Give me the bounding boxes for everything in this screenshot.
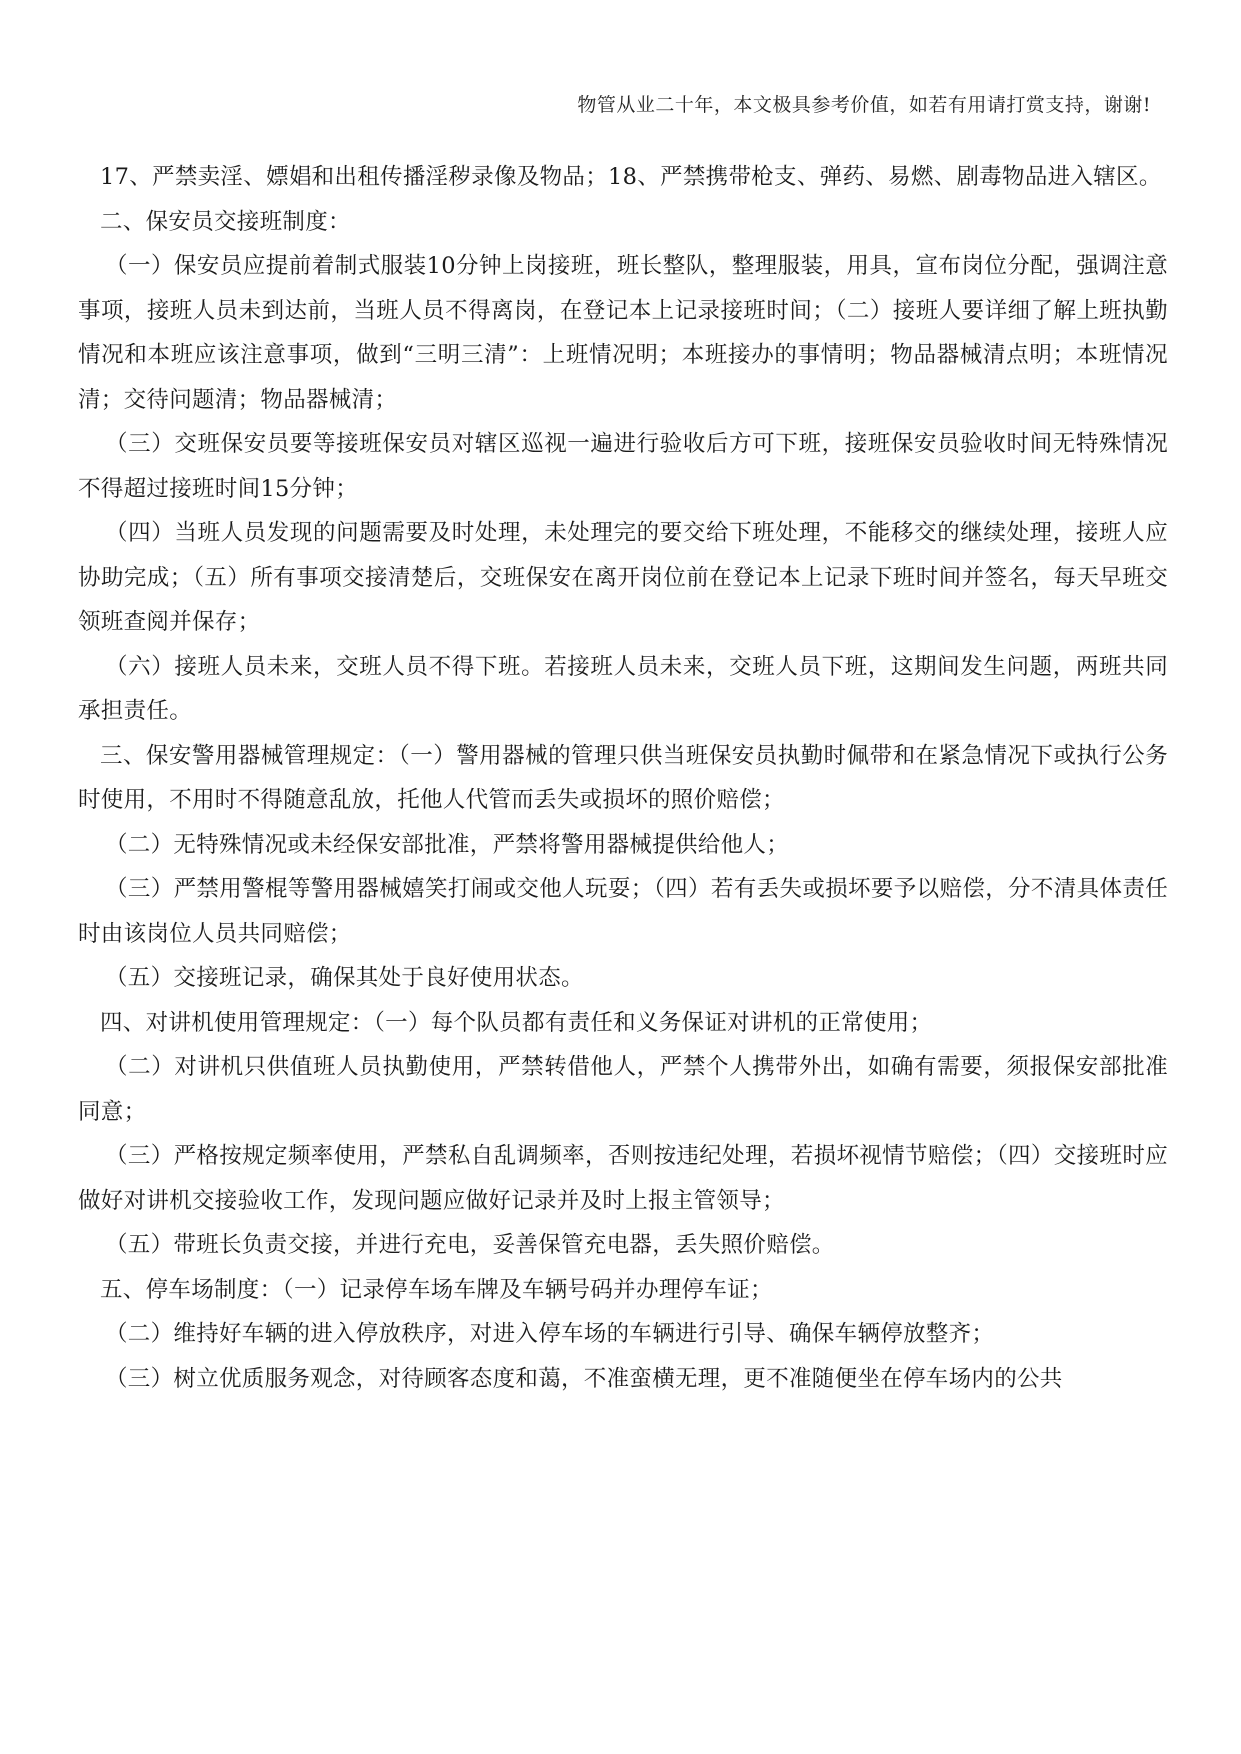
section-heading: 二、保安员交接班制度： — [100, 208, 351, 235]
paragraph: （二）维持好车辆的进入停放秩序，对进入停车场的车辆进行引导、确保车辆停放整齐； — [105, 1321, 995, 1347]
document-body — [78, 155, 1168, 1401]
paragraph: （三）交班保安员要等接班保安员对辖区巡视一遍进行验收后方可下班，接班保安员验收时间无特殊情况不得超过接班时间15分钟； — [78, 431, 1168, 502]
paragraph: 17、严禁卖淫、嫖娼和出租传播淫秽录像及物品；18、严禁携带枪支、弹药、易燃、剧毒物品进入辖区。 — [100, 164, 1162, 190]
paragraph: （五）交接班记录，确保其处于良好使用状态。 — [105, 965, 584, 991]
paragraph: 五、停车场制度：（一）记录停车场车牌及车辆号码并办理停车证； — [100, 1276, 773, 1303]
paragraph: （三）严禁用警棍等警用器械嬉笑打闹或交他人玩耍；（四）若有丢失或损坏要予以赔偿，分不清具体责任时由该岗位人员共同赔偿； — [78, 876, 1168, 947]
paragraph: （六）接班人员未来，交班人员不得下班。若接班人员未来，交班人员下班，这期间发生问题，两班共同承担责任。 — [78, 653, 1168, 724]
paragraph: （一）保安员应提前着制式服装10分钟上岗接班，班长整队，整理服装，用具，宣布岗位分配，强调注意事项，接班人员未到达前，当班人员不得离岗，在登记本上记录接班时间；（二）接班人要详细了解上班执勤情况和本班应该注意事项，做到“三明三清”：上班情况明；本班接办的事情明；物品器械清点明；本班情况清；交待问题清；物品器械清； — [78, 253, 1168, 413]
paragraph: 四、对讲机使用管理规定：（一）每个队员都有责任和义务保证对讲机的正常使用； — [100, 1009, 933, 1036]
paragraph: （三）树立优质服务观念，对待顾客态度和蔼，不准蛮横无理，更不准随便坐在停车场内的公共 — [105, 1365, 1063, 1392]
paragraph: （四）当班人员发现的问题需要及时处理，未处理完的要交给下班处理，不能移交的继续处理，接班人应协助完成；（五）所有事项交接清楚后，交班保安在离开岗位前在登记本上记录下班时间并签名，每天早班交领班查阅并保存； — [78, 520, 1168, 635]
paragraph: （二）无特殊情况或未经保安部批准，严禁将警用器械提供给他人； — [105, 831, 790, 858]
header-note: 物管从业二十年，本文极具参考价值，如若有用请打赏支持，谢谢! — [577, 94, 1151, 116]
paragraph: （三）严格按规定频率使用，严禁私自乱调频率，否则按违纪处理，若损坏视情节赔偿；（四）交接班时应做好对讲机交接验收工作，发现问题应做好记录并及时上报主管领导； — [78, 1143, 1168, 1214]
paragraph: （二）对讲机只供值班人员执勤使用，严禁转借他人，严禁个人携带外出，如确有需要，须报保安部批准同意； — [78, 1054, 1168, 1125]
paragraph: 三、保安警用器械管理规定：（一）警用器械的管理只供当班保安员执勤时佩带和在紧急情况下或执行公务时使用，不用时不得随意乱放，托他人代管而丢失或损坏的照价赔偿； — [78, 742, 1168, 813]
paragraph: （五）带班长负责交接，并进行充电，妥善保管充电器，丢失照价赔偿。 — [105, 1232, 835, 1258]
